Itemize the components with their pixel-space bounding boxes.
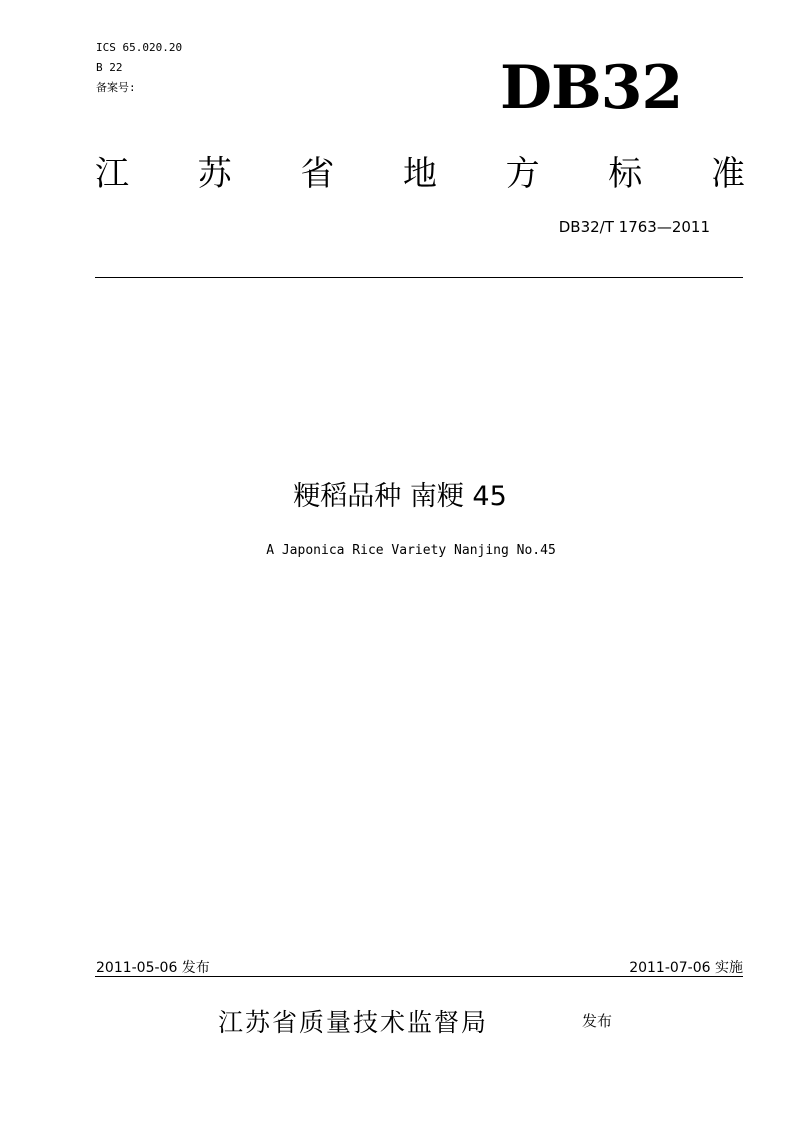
ics-code: ICS 65.020.20 — [96, 41, 183, 54]
top-divider — [95, 277, 743, 278]
filing-number-label: 备案号: — [96, 81, 136, 94]
standard-type-char: 准 — [710, 153, 745, 194]
standard-type-char: 地 — [402, 153, 437, 194]
publisher-verb: 发布 — [582, 1012, 613, 1030]
standard-type-char: 苏 — [197, 153, 232, 194]
implementation-date: 2011-07-06 实施 — [629, 960, 743, 976]
ccs-code: B 22 — [96, 61, 123, 74]
title-english: A Japonica Rice Variety Nanjing No.45 — [266, 543, 556, 558]
db32-logo: DB32 — [500, 53, 683, 123]
standard-type-heading — [95, 145, 745, 195]
standard-type-char: 方 — [505, 153, 540, 194]
standard-type-char: 标 — [608, 153, 643, 194]
standard-number: DB32/T 1763—2011 — [558, 218, 710, 236]
issue-date: 2011-05-06 发布 — [96, 960, 210, 976]
title-chinese: 粳稻品种 南粳 45 — [293, 481, 507, 512]
bottom-divider — [95, 976, 743, 977]
standard-type-char: 省 — [300, 153, 335, 194]
publisher-name: 江苏省质量技术监督局 — [218, 1008, 489, 1037]
standard-type-char: 江 — [95, 153, 129, 194]
